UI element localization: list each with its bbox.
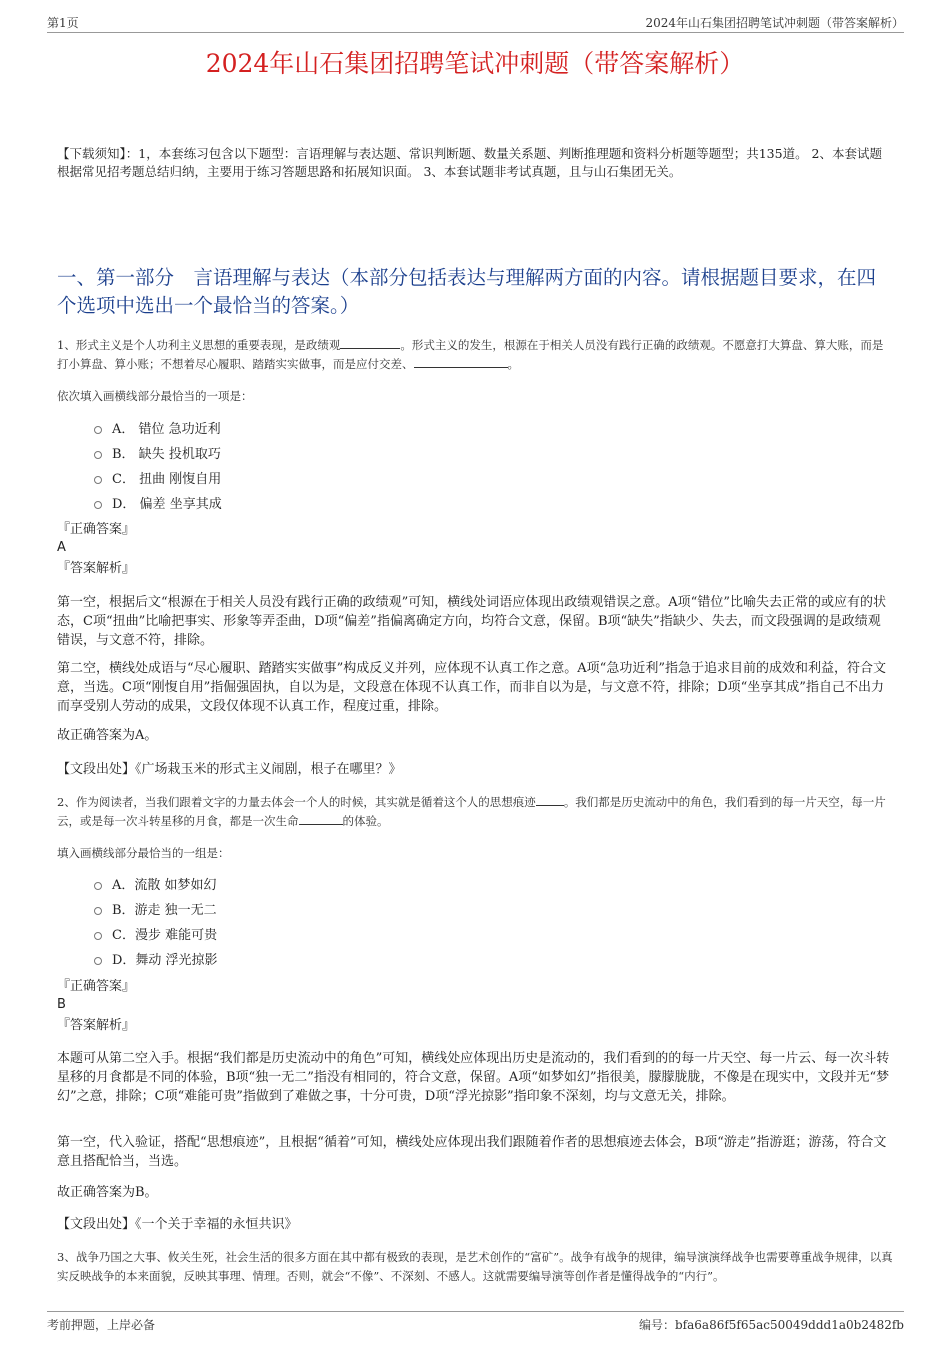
question-2-instruction: 填入画横线部分最恰当的一组是： (57, 846, 230, 860)
source-citation: 【文段出处】《广场栽玉米的形式主义闹剧，根子在哪里？》 (57, 762, 402, 777)
download-notice: 【下载须知】：1，本套练习包含以下题型：言语理解与表达题、常识判断题、数量关系题、判断推理题和资料分析题等题型；共135道。 2、本套试题根据常见招考题总结归纳，主要用于练习答题思路和拓展知识面。 3、本套试题非考试真题，且与山石集团无关。 (57, 146, 882, 179)
radio-icon[interactable] (94, 476, 102, 484)
blank-line (340, 336, 400, 349)
question-1-text: 1、形式主义是个人功利主义思想的重要表现，是政绩观 。形式主义的发生，根源在于相关人员没有践行正确的政绩观。不愿意打大算盘、算大账，而是打小算盘、算小账；不想着尽心履职、踏踏实实做事，而是应付交差、 。 (57, 338, 884, 371)
analysis-paragraph: 第二空，横线处成语与“尽心履职、踏踏实实做事”构成反义并列，应体现不认真工作之意。A项“急功近利”指急于追求目前的成效和利益，符合文意，当选。C项“刚愎自用”指倔强固执，自以为是，文段意在体现不认真工作，而非自以为是，与文意不符，排除；D项“坐享其成”指自己不出力而享受别人劳动的成果，文段仅体现不认真工作，程度过重，排除。 (57, 661, 886, 714)
analysis-paragraph: 第一空，代入验证，搭配“思想痕迹”，且根据“循着”可知，横线处应体现出我们跟随着作者的思想痕迹去体会，B项“游走”指游逛；游荡，符合文意且搭配恰当，当选。 (57, 1135, 887, 1169)
radio-icon[interactable] (94, 451, 102, 459)
source-citation: 【文段出处】《一个关于幸福的永恒共识》 (57, 1217, 298, 1232)
radio-icon[interactable] (94, 907, 102, 915)
question-2-options (94, 873, 218, 973)
analysis-label: 『答案解析』 (57, 561, 136, 576)
document-id: 编号：bfa6a86f5f65ac50049ddd1a0b2482fb (639, 1318, 904, 1332)
correct-answer: B (57, 997, 66, 1012)
question-2-text: 2、作为阅读者，当我们跟着文字的力量去体会一个人的时候，其实就是循着这个人的思想痕迹 。我们都是历史流动中的角色，我们看到的每一片天空，每一片云，或是每一次斗转星移的月食，都是一次生命 的体验。 (57, 795, 886, 828)
footer-slogan: 考前押题，上岸必备 (47, 1318, 156, 1332)
document-title: 2024年山石集团招聘笔试冲刺题（带答案解析） (205, 49, 745, 78)
correct-answer: A (57, 540, 66, 555)
option-a[interactable]: A．流散 如梦如幻 (94, 873, 218, 898)
radio-icon[interactable] (94, 501, 102, 509)
option-b[interactable]: B． 缺失 投机取巧 (94, 442, 222, 467)
option-d[interactable]: D．舞动 浮光掠影 (94, 948, 218, 973)
page-footer (47, 1311, 904, 1336)
analysis-conclusion: 故正确答案为B。 (57, 1185, 158, 1200)
radio-icon[interactable] (94, 932, 102, 940)
header-doc-title: 2024年山石集团招聘笔试冲刺题（带答案解析） (645, 16, 904, 30)
option-c[interactable]: C．漫步 难能可贵 (94, 923, 218, 948)
question-1-instruction: 依次填入画横线部分最恰当的一项是： (57, 389, 253, 403)
option-b[interactable]: B．游走 独一无二 (94, 898, 218, 923)
blank-line (414, 355, 508, 368)
radio-icon[interactable] (94, 426, 102, 434)
correct-answer-label: 『正确答案』 (57, 979, 136, 994)
radio-icon[interactable] (94, 957, 102, 965)
blank-line (299, 812, 343, 825)
option-d[interactable]: D． 偏差 坐享其成 (94, 492, 222, 517)
option-a[interactable]: A． 错位 急功近利 (94, 417, 222, 442)
question-3-text: 3、战争乃国之大事、攸关生死，社会生活的很多方面在其中都有极致的表现，是艺术创作的“富矿”。战争有战争的规律，编导演演绎战争也需要尊重战争规律，以真实反映战争的本来面貌，反映其事理、情理。否则，就会“不像”、不深刻、不感人。这就需要编导演等创作者是懂得战争的“内行”。 (57, 1250, 893, 1283)
page-header (47, 14, 904, 33)
analysis-paragraph: 第一空，根据后文“根源在于相关人员没有践行正确的政绩观”可知，横线处词语应体现出政绩观错误之意。A项“错位”比喻失去正常的或应有的状态，C项“扭曲”比喻把事实、形象等弄歪曲，D项“偏差”指偏离确定方向，均符合文意，保留。B项“缺失”指缺少、失去，而文段强调的是政绩观错误，与文意不符，排除。 (57, 595, 886, 648)
question-1-options (94, 417, 222, 517)
section-heading: 一、第一部分 言语理解与表达（本部分包括表达与理解两方面的内容。请根据题目要求，在四个选项中选出一个最恰当的答案。） (57, 266, 877, 317)
radio-icon[interactable] (94, 882, 102, 890)
page-number: 第1页 (47, 16, 79, 30)
correct-answer-label: 『正确答案』 (57, 522, 136, 537)
analysis-label: 『答案解析』 (57, 1018, 136, 1033)
analysis-paragraph: 本题可从第二空入手。根据“我们都是历史流动中的角色”可知，横线处应体现出历史是流动的，我们看到的的每一片天空、每一片云、每一次斗转星移的月食都是不同的体验，B项“独一无二”指没有相同的，符合文意，保留。A项“如梦如幻”指很美，朦朦胧胧，不像是在现实中，文段并无“梦幻”之意，排除；C项“难能可贵”指做到了难做之事，十分可贵，D项“浮光掠影”指印象不深刻，均与文意无关，排除。 (57, 1051, 890, 1104)
blank-line (536, 793, 564, 806)
analysis-conclusion: 故正确答案为A。 (57, 728, 158, 743)
option-c[interactable]: C． 扭曲 刚愎自用 (94, 467, 222, 492)
